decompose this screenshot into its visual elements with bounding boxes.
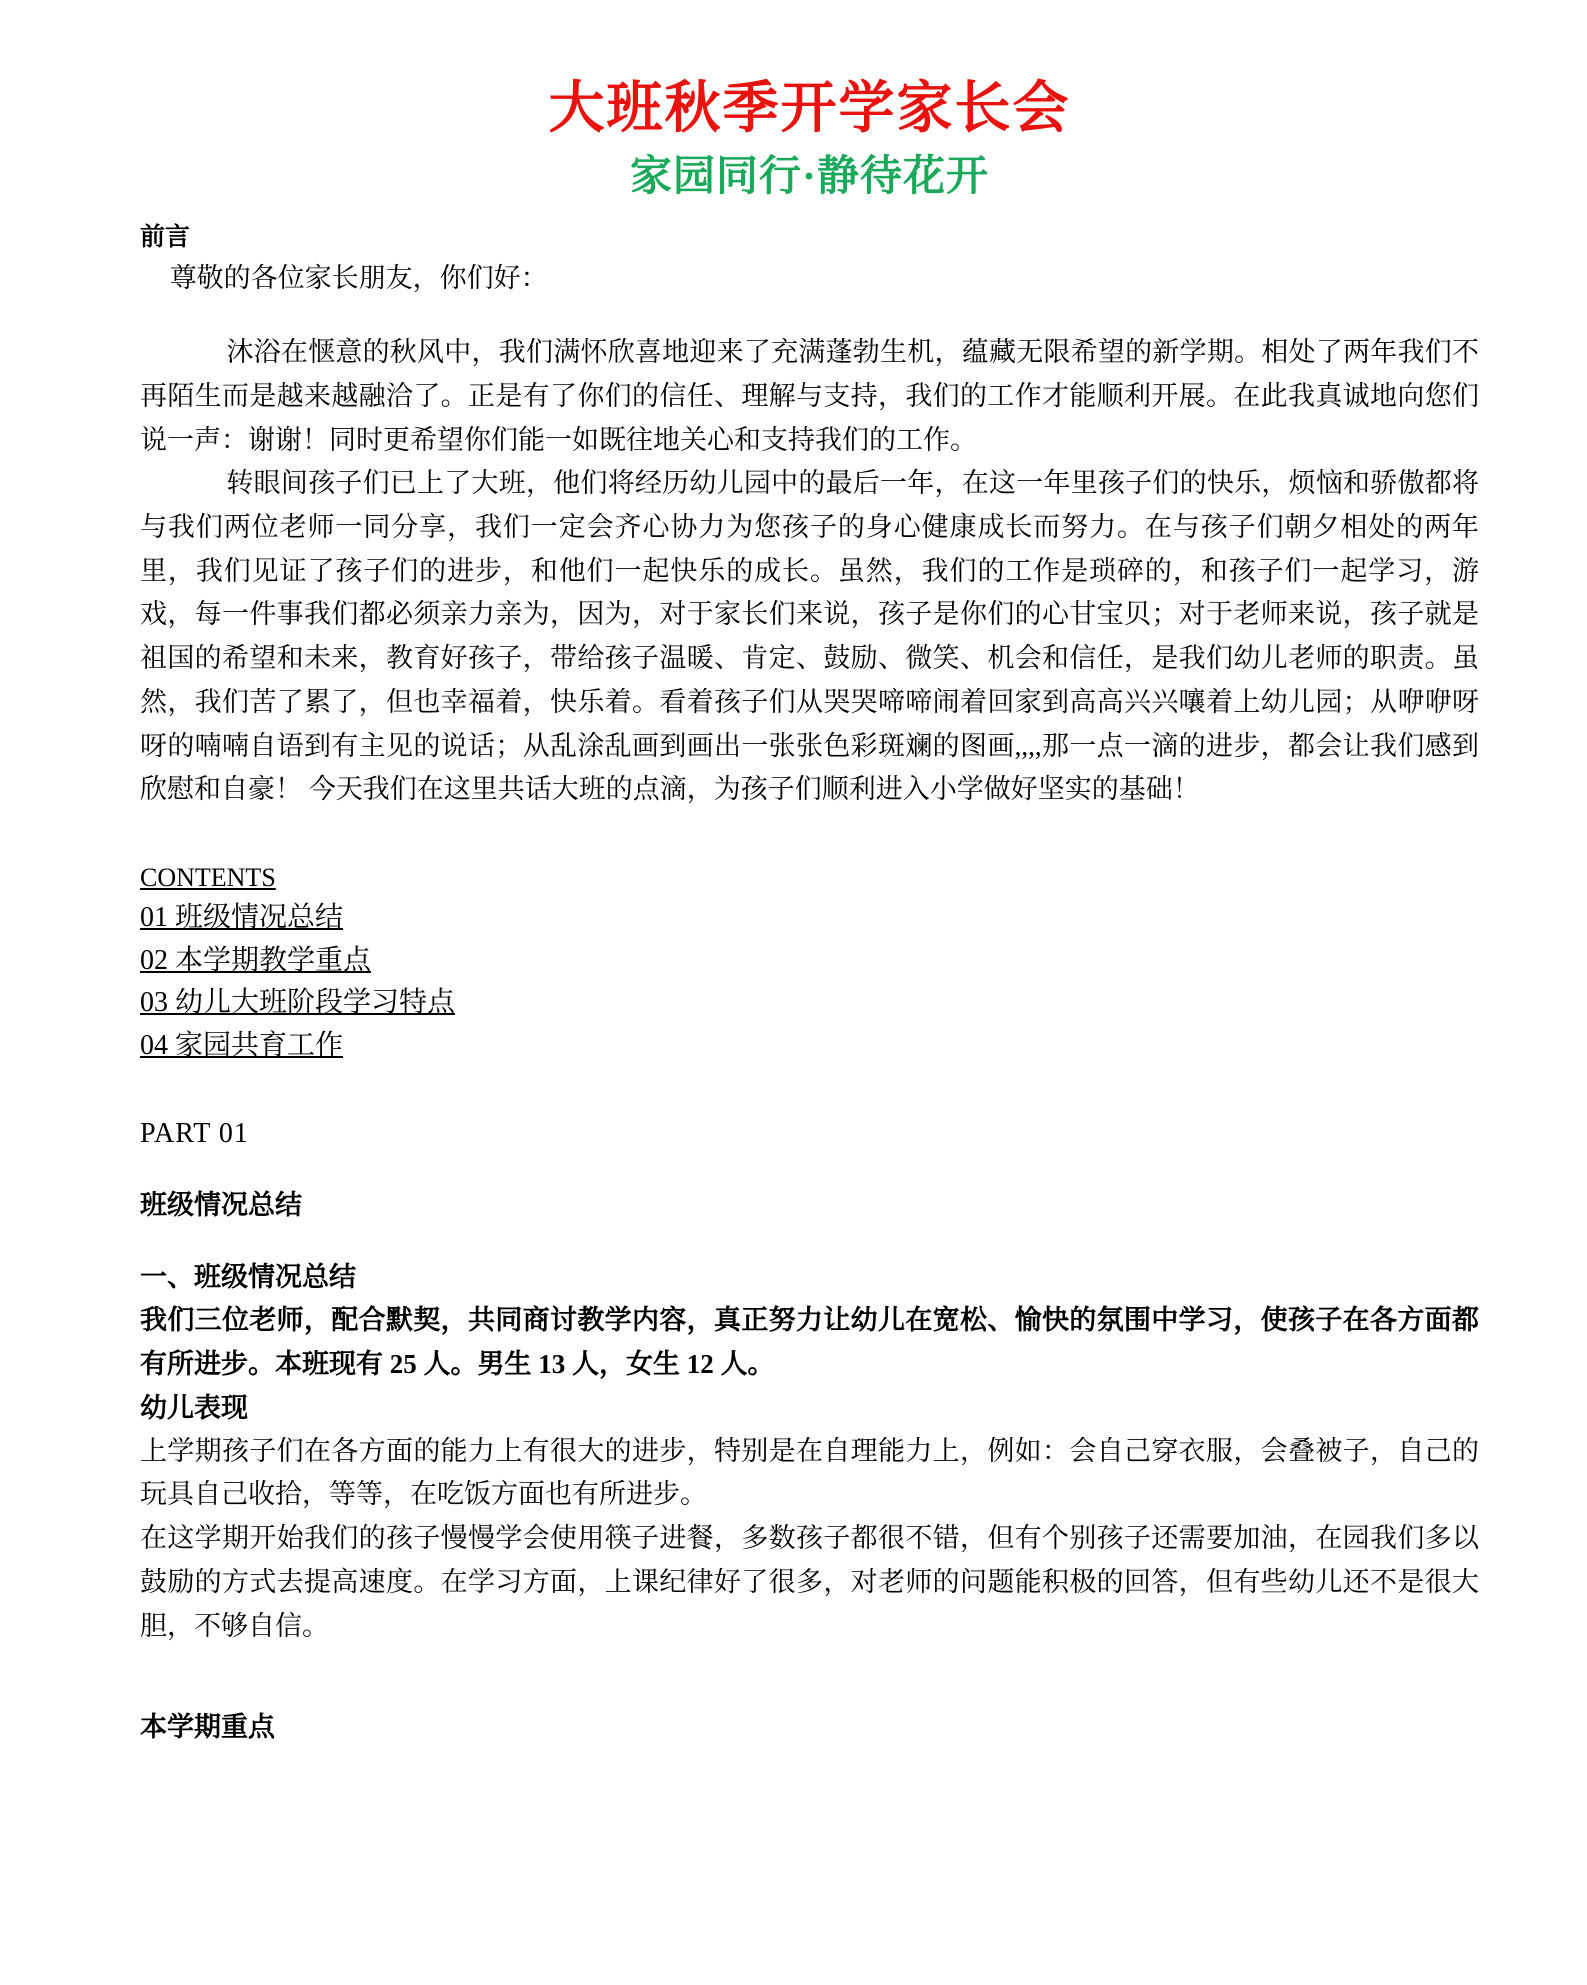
spacer bbox=[140, 1067, 1479, 1113]
section-heading-term-focus: 本学期重点 bbox=[140, 1712, 275, 1743]
contents-heading bbox=[140, 858, 1479, 897]
spacer bbox=[140, 1155, 1479, 1185]
part-label: PART 01 bbox=[140, 1118, 249, 1150]
contents-item-label: 03 幼儿大班阶段学习特点 bbox=[140, 987, 456, 1019]
spacer bbox=[140, 1648, 1479, 1706]
contents-list bbox=[140, 897, 1479, 1067]
contents-item-01[interactable] bbox=[140, 897, 1479, 940]
contents-item-02[interactable] bbox=[140, 940, 1479, 983]
preface-paragraph-2: 转眼间孩子们已上了大班，他们将经历幼儿园中的最后一年，在这一年里孩子们的快乐，烦恼和骄傲都将与我们两位老师一同分享，我们一定会齐心协力为您孩子的身心健康成长而努力。在与孩子们朝夕相处的两年里，我们见证了孩子们的进步，和他们一起快乐的成长。虽然，我们的工作是琐碎的，和孩子们一起学习，游戏，每一件事我们都必须亲力亲为，因为，对于家长们来说，孩子是你们的心甘宝贝；对于老师来说，孩子就是祖国的希望和未来，教育好孩子，带给孩子温暖、肯定、鼓励、微笑、机会和信任，是我们幼儿老师的职责。虽然，我们苦了累了，但也幸福着，快乐着。看着孩子们从哭哭啼啼闹着回家到高高兴兴嚷着上幼儿园；从咿咿呀呀的喃喃自语到有主见的说话；从乱涂乱画到画出一张张色彩斑斓的图画,,,,那一点一滴的进步，都会让我们感到欣慰和自豪！ 今天我们在这里共话大班的点滴，为孩子们顺利进入小学做好坚实的基础！ bbox=[140, 468, 1479, 805]
class-summary-text: 我们三位老师，配合默契，共同商讨教学内容，真正努力让幼儿在宽松、愉快的氛围中学习，使孩子在各方面都有所进步。本班现有 25 人。男生 13 人，女生 12 人。 bbox=[140, 1305, 1479, 1379]
preface-salutation: 尊敬的各位家长朋友，你们好： bbox=[169, 263, 548, 294]
contents-item-label: 04 家园共育工作 bbox=[140, 1029, 344, 1061]
preface-paragraph-1: 沐浴在惬意的秋风中，我们满怀欣喜地迎来了充满蓬勃生机，蕴藏无限希望的新学期。相处了两年我们不再陌生而是越来越融洽了。正是有了你们的信任、理解与支持，我们的工作才能顺利开展。在此我真诚地向您们说一声：谢谢！同时更希望你们能一如既往地关心和支持我们的工作。 bbox=[140, 337, 1479, 455]
contents-item-04[interactable] bbox=[140, 1025, 1479, 1068]
section-heading-class-summary: 一、班级情况总结 bbox=[140, 1261, 356, 1292]
contents-heading-label: CONTENTS bbox=[140, 863, 276, 893]
contents-item-label: 01 班级情况总结 bbox=[140, 902, 344, 934]
spacer bbox=[140, 301, 1479, 331]
part-title: 班级情况总结 bbox=[140, 1190, 302, 1221]
spacer bbox=[140, 1226, 1479, 1256]
contents-item-03[interactable] bbox=[140, 982, 1479, 1025]
contents-item-label: 02 本学期教学重点 bbox=[140, 944, 372, 976]
performance-paragraph-1: 上学期孩子们在各方面的能力上有很大的进步，特别是在自理能力上，例如：会自己穿衣服，会叠被子，自己的玩具自己收拾，等等，在吃饭方面也有所进步。 bbox=[140, 1435, 1479, 1510]
page-subtitle: 家园同行·静待花开 bbox=[629, 154, 989, 200]
page-title: 大班秋季开学家长会 bbox=[548, 78, 1071, 140]
preface-heading: 前言 bbox=[140, 223, 191, 251]
spacer bbox=[140, 812, 1479, 858]
section-heading-child-performance: 幼儿表现 bbox=[140, 1392, 248, 1423]
performance-paragraph-2: 在这学期开始我们的孩子慢慢学会使用筷子进餐，多数孩子都很不错，但有个别孩子还需要加油，在园我们多以鼓励的方式去提高速度。在学习方面，上课纪律好了很多，对老师的问题能积极的回答，但有些幼儿还不是很大胆，不够自信。 bbox=[140, 1523, 1479, 1641]
